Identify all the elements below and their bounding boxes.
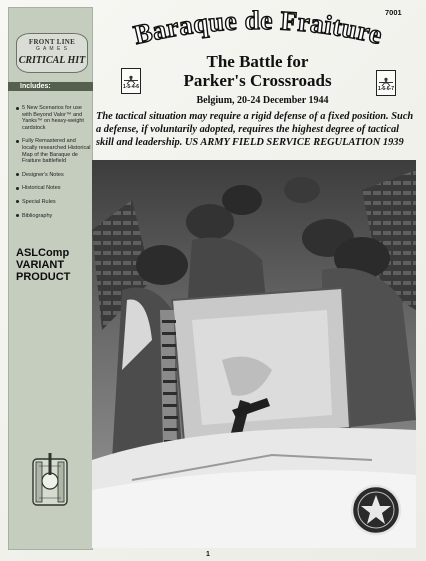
includes-item: Special Rules bbox=[16, 199, 91, 206]
counter-soldier-icon bbox=[124, 71, 138, 81]
epigraph-quote: The tactical situation may require a rigid defense of a fixed position. Such a defense, if voluntarily adopted, requires the highest degree of tactical skill and leadership. US ARMY FIELD SERVICE REGULATION 1939 bbox=[96, 111, 414, 148]
publisher-logo bbox=[16, 33, 88, 73]
cover-title-text: Baraque de Fraiture bbox=[130, 10, 386, 51]
includes-label: Includes: bbox=[20, 83, 51, 90]
unit-counter-left bbox=[121, 68, 141, 94]
sidebar bbox=[8, 7, 93, 550]
logo-line1: FRONT LINE bbox=[28, 38, 76, 46]
tank-icon bbox=[30, 453, 70, 511]
unit-emblem-icon bbox=[350, 484, 402, 536]
asl-line3: PRODUCT bbox=[16, 271, 71, 283]
dateline: Belgium, 20-24 December 1944 bbox=[196, 95, 329, 106]
includes-item: Historical Notes bbox=[16, 185, 91, 192]
unit-counter-right bbox=[376, 70, 396, 96]
product-code: 7001 bbox=[385, 8, 402, 17]
page-number: 1 bbox=[206, 551, 210, 558]
subtitle-line2: Parker's Crossroads bbox=[183, 71, 332, 90]
includes-item: Bibliography bbox=[16, 213, 91, 220]
includes-item: 5 New Scenarios for use with Beyond Valor™ and Yanks™ on heavy-weight cardstock bbox=[16, 105, 91, 131]
asl-line1: ASLComp bbox=[16, 247, 70, 259]
includes-item: Fully Remastered and locally researched Historical Map of the Baraque de Fraiture battlefield bbox=[16, 138, 91, 164]
subtitle bbox=[140, 52, 375, 90]
asl-line2: VARIANT bbox=[16, 259, 65, 271]
counter-stats: 1-6-6-7 bbox=[377, 86, 395, 92]
asl-comp-label bbox=[16, 247, 91, 283]
counter-soldier-icon bbox=[379, 73, 393, 83]
logo-line3: CRITICAL HIT bbox=[18, 55, 86, 66]
svg-text:Baraque de Fraiture bbox=[131, 10, 386, 50]
counter-stats: 1-5-4-6 bbox=[122, 84, 140, 90]
subtitle-line1: The Battle for bbox=[206, 52, 309, 71]
includes-list bbox=[16, 105, 91, 226]
includes-item: Designer's Notes bbox=[16, 172, 91, 179]
logo-line2: G A M E S bbox=[35, 46, 69, 52]
